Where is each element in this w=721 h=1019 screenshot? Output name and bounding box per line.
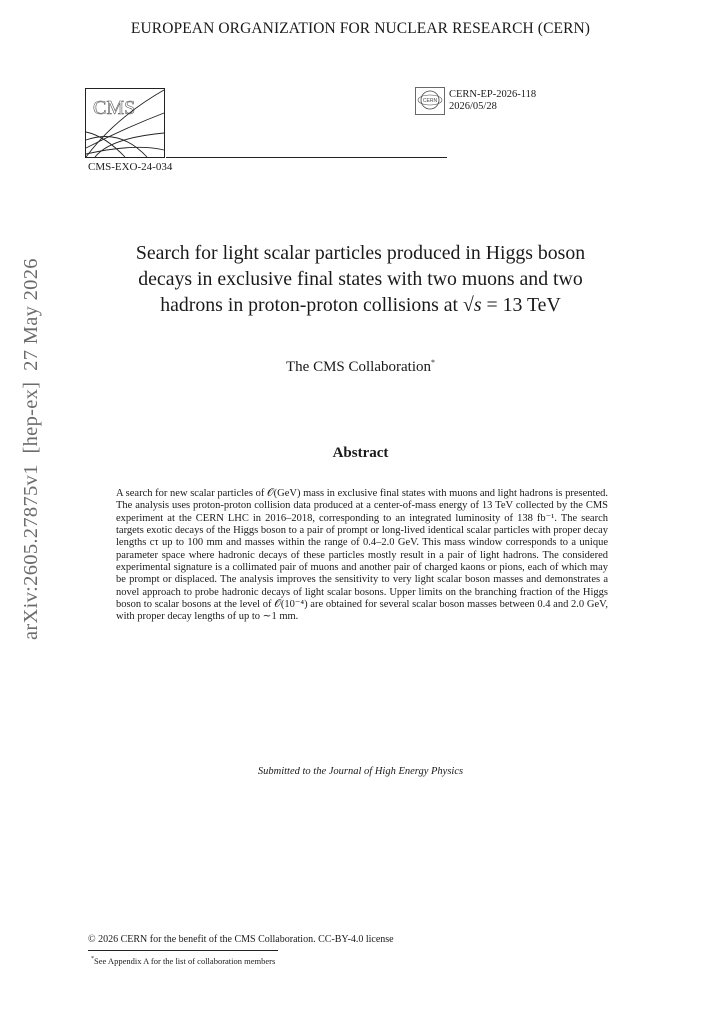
title-line-2: decays in exclusive final states with two muons and two bbox=[138, 268, 583, 290]
organization-header: EUROPEAN ORGANIZATION FOR NUCLEAR RESEARCH (CERN) bbox=[130, 20, 591, 37]
title-line-3-suffix: = 13 TeV bbox=[481, 294, 561, 316]
arxiv-stamp: arXiv:2605.27875v1 [hep-ex] 27 May 2026 bbox=[20, 258, 42, 640]
title-line-1: Search for light scalar particles produced in Higgs boson bbox=[135, 242, 586, 264]
copyright-notice: © 2026 CERN for the benefit of the CMS Collaboration. CC-BY-4.0 license bbox=[88, 934, 394, 945]
abstract-heading: Abstract bbox=[332, 445, 389, 461]
author-marker: * bbox=[431, 358, 435, 367]
footnote-rule bbox=[88, 950, 278, 951]
abstract-text: A search for new scalar particles of 𝒪(GeV) mass in exclusive final states with muons and light hadrons is presented. The analysis uses proton-proton collision data produced at a center-of-mass energy of 13 TeV collected by the CMS experiment at the CERN LHC in 2016–2018, corresponding to an integrated luminosity of 138 fb⁻¹. The search targets exotic decays of the Higgs boson to a pair of prompt or long-lived identical scalar particles with proper decay lengths cτ up to 100 mm and masses within the range of 0.4–2.0 GeV. This mass window corresponds to a unique parameter space where hadronic decays of these particles mostly result in a pair of light hadrons. The considered experimental signature is a collimated pair of muons and another pair of charged kaons or pions, each of which may be prompt or displaced. The analysis improves the sensitivity to very light scalar boson masses and demonstrates a novel approach to probe hadronic decays of light scalar bosons. Upper limits on the branching fraction of the Higgs boson to scalar bosons at the level of 𝒪(10⁻⁴) are obtained for several scalar boson masses between 0.4 and 2.0 GeV, with proper decay lengths of up to ∼1 mm. bbox=[116, 488, 608, 623]
footnote-text: See Appendix A for the list of collaboration members bbox=[94, 956, 276, 966]
footnote-marker: * bbox=[91, 956, 94, 963]
header-rule bbox=[166, 157, 447, 158]
cern-logo bbox=[415, 87, 445, 115]
report-date: 2026/05/28 bbox=[449, 100, 497, 112]
title-line-3 bbox=[60, 292, 661, 318]
submission-note: Submitted to the Journal of High Energy Physics bbox=[257, 766, 464, 777]
footnote bbox=[91, 956, 275, 966]
cms-logo bbox=[85, 88, 165, 158]
sqrt-s: √s bbox=[462, 294, 482, 316]
report-number-block bbox=[449, 89, 536, 112]
author-name: The CMS Collaboration bbox=[286, 359, 431, 375]
report-number: CERN-EP-2026-118 bbox=[449, 89, 537, 100]
author-line bbox=[0, 358, 721, 376]
cms-logo-text: CMS bbox=[93, 97, 136, 119]
paper-title bbox=[60, 240, 661, 318]
cern-logo-text: CERN bbox=[422, 98, 438, 104]
title-line-3-prefix: hadrons in proton-proton collisions at bbox=[160, 294, 463, 316]
experiment-id: CMS-EXO-24-034 bbox=[88, 161, 173, 173]
